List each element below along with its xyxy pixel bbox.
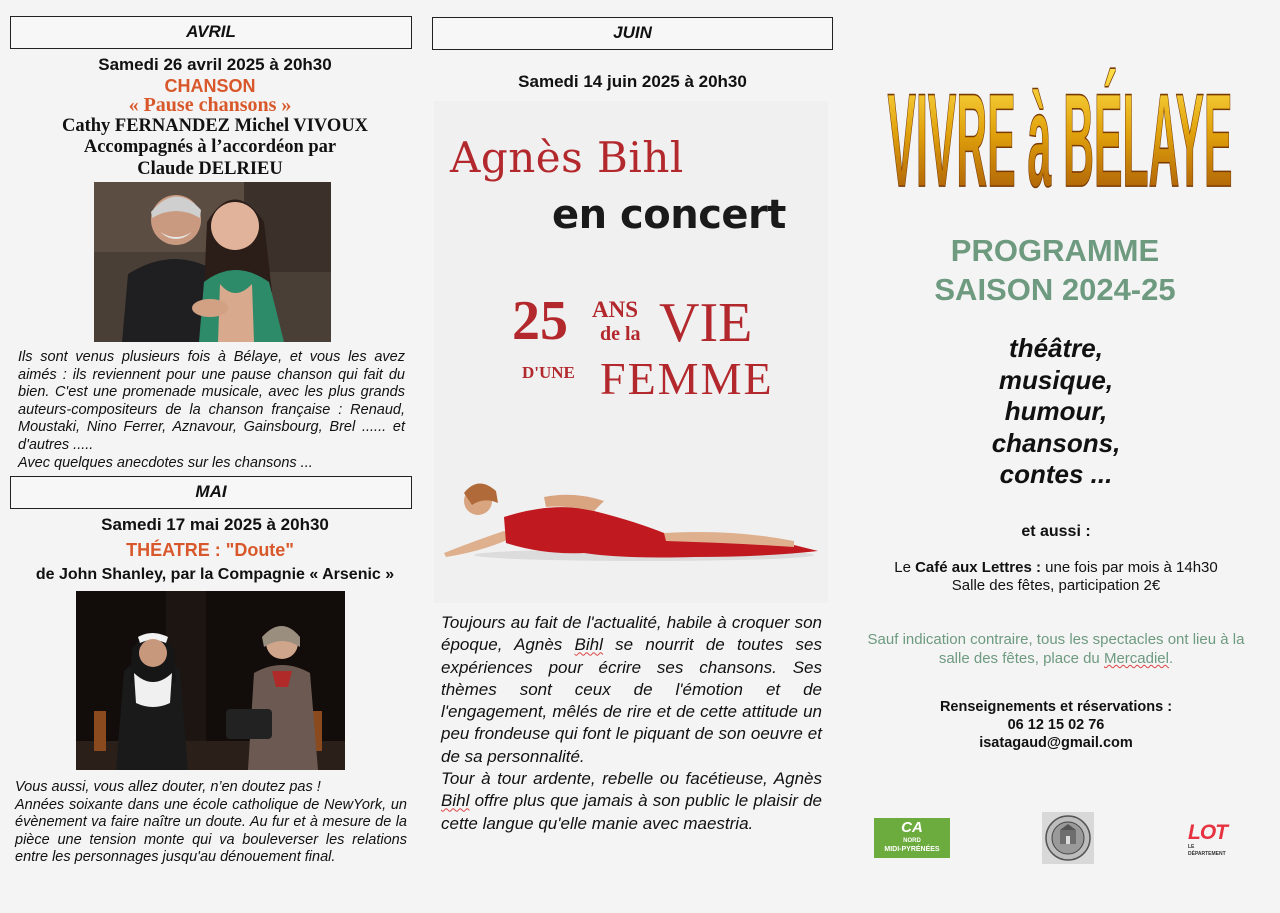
cafe-prefix: Le	[894, 559, 916, 576]
cafe-schedule: une fois par mois à 14h30	[1040, 559, 1218, 576]
may-description	[15, 779, 407, 867]
venue-note-text: Sauf indication contraire, tous les spectacles ont lieu à la salle des fêtes, place du	[867, 631, 1245, 667]
april-description-p1: Ils sont venus plusieurs fois à Bélaye, et vous les avez aimés : ils reviennent pour une pause chanson qui fait du bien. C'est une promenade musicale, avec les plus grands auteurs-compositeurs de la chanson française : Renaud, Moustaki, Nino Ferrer, Aznavour, Gainsbourg, Brel ...... et d'autres .....	[18, 349, 405, 453]
june-description-p2-bihl: Bihl	[441, 791, 470, 811]
june-description-p2	[441, 768, 822, 835]
lot-logo-text: LOT	[1188, 821, 1227, 844]
april-accordion-player: Claude DELRIEU	[137, 159, 283, 179]
june-month-header	[432, 17, 833, 50]
june-description-p2-end: offre plus que jamais à son public le plaisir de cette langue qu'elle manie avec maestria.	[441, 791, 822, 833]
may-theatre-photo	[76, 591, 345, 770]
cafe-line-2: Salle des fêtes, participation 2€	[951, 577, 1161, 594]
poster-artist-name: Agnès Bihl	[450, 133, 684, 182]
june-description-p1-start: Toujours au fait de l'actualité, habile à croquer son époque, Agnès	[441, 613, 822, 655]
may-month-header	[10, 476, 412, 509]
april-artists: Cathy FERNANDEZ Michel VIVOUX	[61, 116, 369, 136]
june-description-p1-bihl: Bihl	[574, 635, 603, 655]
june-month-label: JUIN	[613, 23, 652, 42]
poster-femme: FEMME	[600, 353, 774, 404]
also-heading: et aussi :	[1021, 523, 1091, 540]
genre-item: contes ...	[999, 459, 1113, 489]
june-description-p2-start: Tour à tour ardente, rebelle ou facétieuse, Agnès	[441, 769, 822, 789]
contact-block	[880, 698, 1232, 752]
genre-item: théâtre,	[1009, 333, 1103, 363]
cafe-name: Café aux Lettres :	[915, 559, 1041, 576]
season-heading: SAISON 2024-25	[934, 272, 1176, 307]
poster-vie: VIE	[659, 292, 753, 354]
may-company: de John Shanley, par la Compagnie « Arsenic »	[35, 566, 395, 583]
genre-item: chansons,	[991, 427, 1121, 458]
may-date: Samedi 17 mai 2025 à 20h30	[101, 515, 329, 534]
may-month-label: MAI	[195, 482, 227, 501]
june-description	[441, 612, 822, 835]
may-description-p2: Années soixante dans une école catholique de NewYork, un évènement va faire naître un doute. Au fur et à mesure de la pièce une tension monte qui va bouleverser les relations entre les personnages jusqu'au dénouement final.	[15, 796, 407, 866]
poster-de-la: de la	[600, 323, 641, 345]
april-month-label: AVRIL	[186, 22, 236, 41]
april-category: CHANSON	[164, 76, 256, 96]
municipal-seal-logo	[1042, 812, 1094, 864]
poster-ans: ANS	[592, 297, 639, 322]
poster-d-une: D'UNE	[522, 363, 575, 382]
cafe-line-1	[856, 558, 1256, 577]
lot-department-logo	[1188, 822, 1230, 856]
venue-place: Mercadiel	[1103, 650, 1169, 667]
april-description-p2: Avec quelques anecdotes sur les chansons ...	[18, 454, 313, 471]
genre-item: musique,	[998, 364, 1114, 395]
credit-agricole-logo	[874, 818, 950, 858]
credit-agricole-mark: CA	[901, 819, 923, 836]
poster-years-number: 25	[512, 290, 568, 352]
programme-heading: PROGRAMME	[950, 233, 1160, 268]
vivre-a-belaye-title-text: VIVRE à BÉLAYE	[887, 66, 1233, 216]
genre-list	[956, 333, 1156, 491]
lot-logo-sub: LE DÉPARTEMENT	[1188, 844, 1226, 857]
june-concert-poster	[434, 101, 828, 603]
april-month-header	[10, 16, 412, 49]
april-show-title: « Pause chansons »	[128, 94, 292, 116]
may-category: THÉATRE : "Doute"	[126, 540, 294, 560]
credit-agricole-region-2: MIDI-PYRÉNÉES	[884, 846, 940, 853]
contact-label: Renseignements et réservations :	[939, 699, 1173, 715]
april-accompanied: Accompagnés à l’accordéon par	[83, 137, 337, 157]
may-description-p1: Vous aussi, vous allez douter, n’en doutez pas !	[15, 779, 321, 795]
april-artists-photo	[94, 182, 331, 342]
credit-agricole-region-1: NORD	[903, 838, 921, 844]
poster-subtitle: en concert	[552, 192, 786, 238]
poster-reclining-woman	[434, 471, 828, 571]
genre-item: humour,	[1004, 396, 1108, 426]
june-date: Samedi 14 juin 2025 à 20h30	[518, 72, 747, 91]
contact-phone: 06 12 15 02 76	[1007, 717, 1105, 733]
april-date: Samedi 26 avril 2025 à 20h30	[98, 55, 332, 74]
venue-note	[858, 630, 1254, 668]
june-description-p1-end: se nourrit de toutes ses expériences pour écrire ses chansons. Ses thèmes sont ceux de l'émotion et de l'engagement, mêlés de rire et de cette attitude un peu frondeuse qui font le piquant de son oeuvre et de sa personnalité.	[441, 635, 823, 766]
venue-note-end: .	[1168, 650, 1174, 667]
contact-email: isatagaud@gmail.com	[979, 735, 1133, 751]
vivre-a-belaye-title	[870, 30, 1250, 220]
june-description-p1	[441, 612, 822, 768]
april-description	[18, 349, 405, 472]
